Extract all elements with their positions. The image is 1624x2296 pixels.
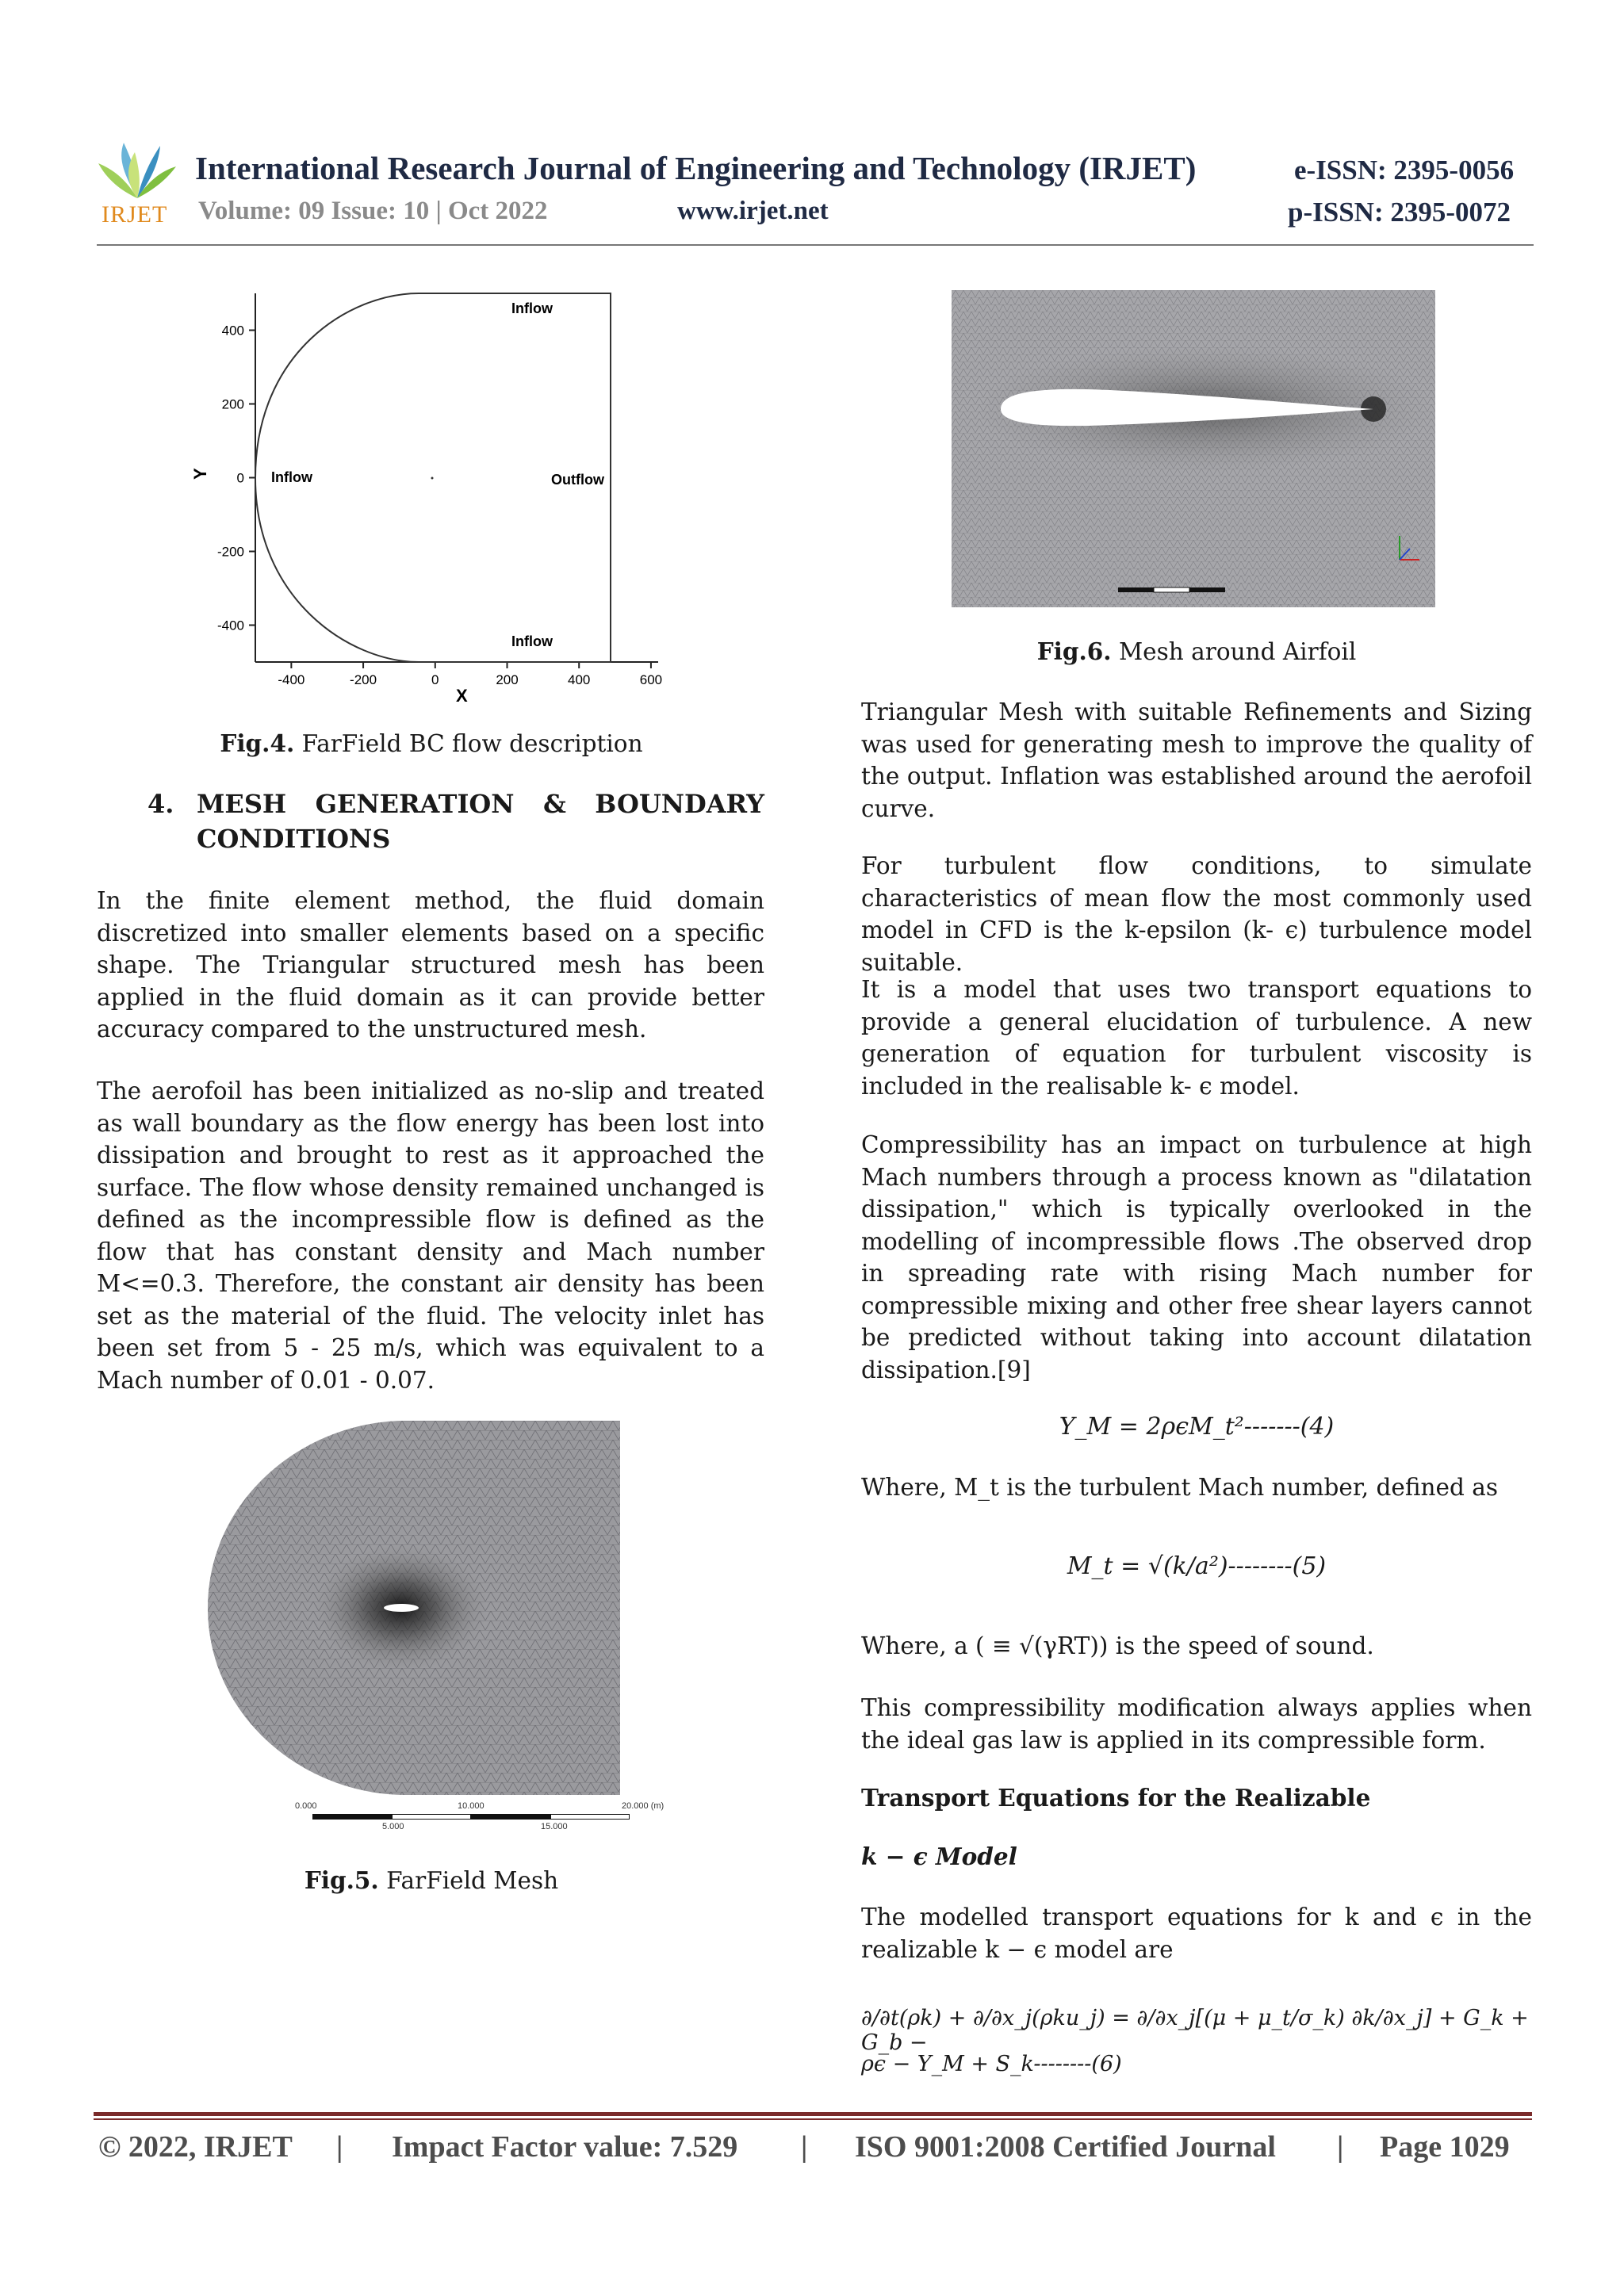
e-issn: e-ISSN: 2395-0056	[1294, 155, 1515, 186]
inflow-bottom-label: Inflow	[511, 633, 553, 649]
right-paragraph-7: This compressibility modification always applies when the ideal gas law is applied in its compressible form.	[861, 1694, 1532, 1754]
fig4-chart	[182, 281, 690, 710]
footer-copyright: © 2022, IRJET	[98, 2130, 293, 2164]
y-tick-label: 0	[236, 470, 244, 486]
fig5-caption: Fig.5. FarField Mesh	[304, 1866, 559, 1894]
x-tick-label: -200	[350, 672, 377, 687]
footer-separator-1: |	[336, 2130, 343, 2164]
fig6-mesh-image	[952, 290, 1435, 607]
x-tick-label: 400	[568, 672, 591, 687]
scale-label-15: 15.000	[541, 1822, 568, 1831]
scale-label-20: 20.000 (m)	[622, 1801, 665, 1811]
x-tick-label: 200	[496, 672, 519, 687]
footer-divider-thin	[94, 2118, 1532, 2120]
footer-separator-3: |	[1337, 2130, 1344, 2164]
x-tick-label: -400	[278, 672, 305, 687]
y-tick-label: -400	[216, 618, 244, 633]
subheading-k-epsilon: k − ϵ Model	[861, 1843, 1017, 1870]
fig5-mesh-image	[208, 1421, 620, 1795]
equation-6-line2: ρϵ − Y_M + S_k--------(6)	[861, 2052, 1122, 2076]
y-tick-label: 400	[221, 323, 244, 339]
journal-title: International Research Journal of Engineering and Technology (IRJET)	[195, 150, 1197, 186]
right-paragraph-6: Where, a ( ≡ √(γRT)) is the speed of sound.	[861, 1632, 1374, 1659]
fig4-caption: Fig.4. FarField BC flow description	[220, 729, 643, 757]
footer-iso: ISO 9001:2008 Certified Journal	[855, 2130, 1276, 2164]
y-tick-label: 200	[221, 396, 244, 412]
scale-label-5: 5.000	[382, 1822, 404, 1831]
footer-page-number: Page 1029	[1380, 2130, 1510, 2164]
y-tick-label: -200	[216, 544, 244, 560]
inflow-top-label: Inflow	[511, 300, 553, 316]
section-number: 4.	[147, 789, 174, 819]
right-paragraph-1: Triangular Mesh with suitable Refinements and Sizing was used for generating mesh to improve the quality of the output. Inflation was established around the aerofoil curve.	[861, 698, 1532, 822]
right-paragraph-5: Where, M_t is the turbulent Mach number, defined as	[861, 1474, 1498, 1501]
airfoil-marker	[431, 477, 434, 480]
x-tick-label: 0	[431, 672, 439, 687]
right-paragraph-4: Compressibility has an impact on turbulence at high Mach numbers through a process known as "dilatation dissipation," which is typically overlooked in the modelling of incompressible flows .The observed drop in spreading rate with rising Mach number for compressible mixing and other free shear layers cannot be predicted without taking into account dilatation dissipation.[9]	[861, 1131, 1532, 1383]
left-paragraph-1: In the finite element method, the fluid domain discretized into smaller elements based on a specific shape. The Triangular structured mesh has been applied in the fluid domain as it can provide better accuracy compared to the unstructured mesh.	[97, 887, 764, 1043]
x-tick-label: 600	[639, 672, 663, 687]
scale-label-10: 10.000	[458, 1801, 485, 1811]
right-paragraph-3: It is a model that uses two transport equations to provide a general elucidation of turbulence. A new generation of equation for turbulent viscosity is included in the realisable k- ϵ model.	[861, 976, 1532, 1100]
outflow-label: Outflow	[551, 472, 604, 488]
header-divider	[97, 244, 1534, 246]
right-paragraph-2: For turbulent flow conditions, to simulate characteristics of mean flow the most commonly used model in CFD is the k-epsilon (k- ϵ) turbulence model suitable.	[861, 852, 1532, 976]
airfoil-shape	[384, 1604, 419, 1612]
inflow-left-label: Inflow	[271, 469, 312, 485]
logo-text: IRJET	[102, 201, 168, 228]
footer-divider-thick	[94, 2112, 1532, 2116]
fig6-caption: Fig.6. Mesh around Airfoil	[1036, 637, 1357, 665]
p-issn: p-ISSN: 2395-0072	[1288, 197, 1511, 228]
fig5-scale-bar	[295, 1801, 676, 1839]
equation-4: Y_M = 2ρϵM_t²-------(4)	[1059, 1413, 1335, 1441]
equation-6-line1: ∂/∂t(ρk) + ∂/∂x_j(ρku_j) = ∂/∂x_j[(μ + μ_t/σ_k) ∂k/∂x_j] + G_k + G_b −	[861, 2006, 1529, 2055]
footer-separator-2: |	[801, 2130, 808, 2164]
journal-website-link[interactable]: www.irjet.net	[677, 197, 829, 225]
y-axis-label: Y	[190, 468, 210, 480]
equation-5: M_t = √(k/a²)--------(5)	[1067, 1552, 1327, 1580]
left-paragraph-2: The aerofoil has been initialized as no-slip and treated as wall boundary as the flow energy has been lost into dissipation and brought to rest as it approached the surface. The flow whose density remained unchanged is defined as the incompressible flow is defined as the flow that has constant density and Mach number M<=0.3. Therefore, the constant air density has been set as the material of the fluid. The velocity inlet has been set from 5 - 25 m/s, which was equivalent to a Mach number of 0.01 - 0.07.	[97, 1077, 764, 1394]
subheading-transport: Transport Equations for the Realizable	[861, 1784, 1371, 1812]
x-axis-label: X	[456, 686, 468, 706]
scale-label-0: 0.000	[295, 1801, 317, 1811]
right-paragraph-8: The modelled transport equations for k and ϵ in the realizable k − ϵ model are	[861, 1904, 1532, 1963]
volume-issue: Volume: 09 Issue: 10 | Oct 2022	[198, 197, 548, 225]
section-title-line1: MESH GENERATION & BOUNDARY	[197, 789, 764, 819]
footer-impact-factor: Impact Factor value: 7.529	[392, 2130, 738, 2164]
section-title-line2: CONDITIONS	[197, 824, 391, 854]
